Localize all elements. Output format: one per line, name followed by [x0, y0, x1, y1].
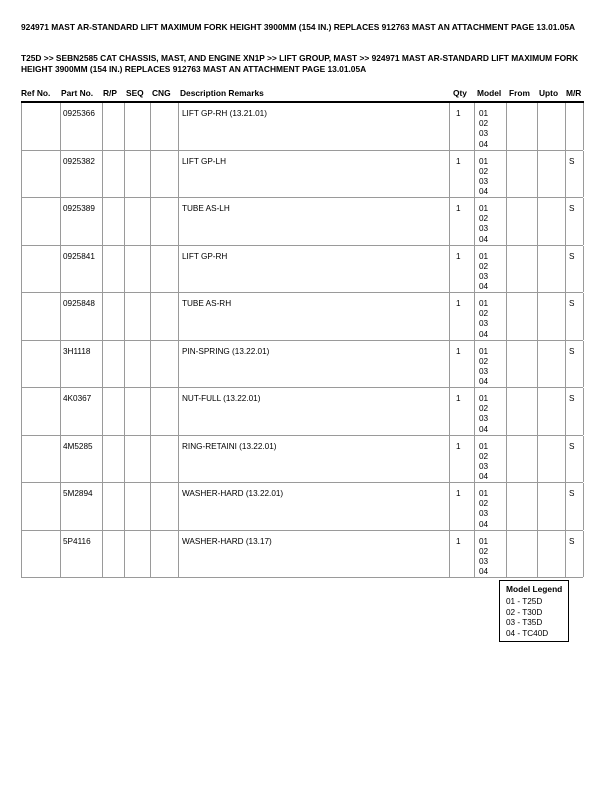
description: PIN-SPRING (13.22.01)	[182, 346, 270, 356]
column-divider	[583, 341, 584, 388]
column-divider	[565, 483, 566, 530]
model-code: 04	[479, 139, 489, 149]
column-divider	[102, 198, 103, 245]
column-divider	[102, 483, 103, 530]
part-number: 4M5285	[63, 441, 93, 451]
column-divider	[506, 151, 507, 198]
model-list	[479, 252, 488, 293]
model-code: 02	[479, 404, 489, 414]
model-code: 01	[479, 441, 489, 451]
column-divider	[565, 341, 566, 388]
mr-flag: S	[569, 346, 575, 356]
column-divider	[178, 531, 179, 578]
model-code: 03	[479, 509, 489, 519]
breadcrumb: T25D >> SEBN2585 CAT CHASSIS, MAST, AND ENGINE XN1P >> LIFT GROUP, MAST >> 924971 MAST AR-STANDARD LIFT MAXIMUM FORK HEIGHT 3900MM (154 IN.) REPLACES 912763 MAST AN ATTACHMENT PAGE 13.01.05A	[21, 53, 579, 74]
column-divider	[124, 388, 125, 435]
column-divider	[102, 388, 103, 435]
model-code: 03	[479, 224, 489, 234]
column-divider	[21, 531, 22, 578]
part-number: 5M2894	[63, 489, 93, 498]
column-divider	[565, 151, 566, 198]
column-divider	[124, 341, 125, 388]
page-title: 924971 MAST AR-STANDARD LIFT MAXIMUM FORK HEIGHT 3900MM (154 IN.) REPLACES 912763 MAST AN ATTACHMENT PAGE 13.01.05A	[21, 22, 576, 32]
description: NUT-FULL (13.22.01)	[182, 394, 261, 403]
column-divider	[474, 151, 475, 198]
column-divider	[21, 151, 22, 198]
column-divider	[124, 531, 125, 578]
model-code: 04	[479, 234, 489, 244]
column-divider	[537, 436, 538, 483]
column-divider	[537, 483, 538, 530]
column-divider	[474, 531, 475, 578]
column-divider	[583, 388, 584, 435]
column-divider	[124, 151, 125, 198]
column-divider	[474, 483, 475, 530]
model-list	[479, 157, 488, 198]
model-code: 01	[479, 489, 489, 498]
column-divider	[150, 198, 151, 245]
quantity: 1	[456, 489, 461, 498]
description: LIFT GP-RH	[182, 251, 228, 261]
part-number: 0925382	[63, 156, 95, 166]
column-divider	[21, 341, 22, 388]
column-divider	[178, 103, 179, 150]
col-description: Description Remarks	[180, 88, 264, 98]
parts-table	[21, 103, 583, 578]
column-divider	[21, 388, 22, 435]
model-code: 03	[479, 271, 489, 281]
column-divider	[124, 198, 125, 245]
model-code: 02	[479, 546, 489, 556]
table-row	[21, 531, 583, 579]
mr-flag: S	[569, 394, 575, 403]
column-divider	[178, 341, 179, 388]
description: TUBE AS-LH	[182, 204, 230, 213]
column-divider	[506, 531, 507, 578]
column-divider	[537, 103, 538, 150]
column-divider	[449, 151, 450, 198]
model-code: 01	[479, 346, 489, 356]
model-list	[479, 489, 488, 530]
model-code: 02	[479, 499, 489, 509]
column-divider	[150, 483, 151, 530]
model-code: 01	[479, 394, 489, 403]
column-divider	[449, 483, 450, 530]
model-code: 03	[479, 129, 489, 139]
column-divider	[60, 483, 61, 530]
table-row	[21, 483, 583, 531]
column-divider	[506, 483, 507, 530]
column-divider	[565, 198, 566, 245]
column-divider	[124, 103, 125, 150]
quantity: 1	[456, 394, 461, 403]
model-code: 02	[479, 166, 489, 176]
column-divider	[449, 293, 450, 340]
model-code: 03	[479, 556, 489, 566]
col-cng: CNG	[152, 88, 171, 98]
model-list	[479, 204, 488, 245]
column-divider	[583, 151, 584, 198]
part-number: 0925389	[63, 204, 95, 213]
quantity: 1	[456, 156, 461, 166]
quantity: 1	[456, 441, 461, 451]
column-divider	[178, 246, 179, 293]
legend-item: 02 - T30D	[506, 607, 543, 617]
column-divider	[506, 293, 507, 340]
table-row	[21, 436, 583, 484]
mr-flag: S	[569, 441, 575, 451]
part-number: 0925366	[63, 109, 95, 118]
col-upto: Upto	[539, 88, 559, 98]
mr-flag: S	[569, 156, 575, 166]
mr-flag: S	[569, 299, 575, 308]
column-divider	[21, 293, 22, 340]
column-divider	[583, 103, 584, 150]
quantity: 1	[456, 536, 461, 546]
part-number: 5P4116	[63, 536, 91, 546]
part-number: 0925841	[63, 251, 95, 261]
model-code: 03	[479, 176, 489, 186]
column-divider	[537, 198, 538, 245]
column-divider	[150, 103, 151, 150]
column-divider	[178, 151, 179, 198]
quantity: 1	[456, 251, 461, 261]
model-list	[479, 299, 488, 340]
table-row	[21, 341, 583, 389]
model-code: 03	[479, 366, 489, 376]
column-divider	[102, 103, 103, 150]
table-row	[21, 388, 583, 436]
column-divider	[583, 246, 584, 293]
model-list	[479, 347, 488, 388]
column-divider	[506, 341, 507, 388]
column-divider	[21, 436, 22, 483]
model-list	[479, 537, 488, 578]
column-divider	[102, 246, 103, 293]
column-divider	[537, 246, 538, 293]
column-divider	[60, 103, 61, 150]
model-code: 01	[479, 156, 489, 166]
quantity: 1	[456, 346, 461, 356]
description: TUBE AS-RH	[182, 299, 232, 308]
column-divider	[150, 388, 151, 435]
model-code: 04	[479, 282, 489, 292]
column-divider	[506, 198, 507, 245]
description: WASHER-HARD (13.17)	[182, 536, 272, 546]
table-row	[21, 293, 583, 341]
model-code: 04	[479, 519, 489, 529]
column-divider	[449, 103, 450, 150]
model-code: 01	[479, 299, 489, 308]
column-divider	[474, 103, 475, 150]
column-divider	[150, 293, 151, 340]
column-divider	[474, 198, 475, 245]
model-code: 03	[479, 319, 489, 329]
part-number: 3H1118	[63, 346, 91, 356]
column-divider	[124, 246, 125, 293]
column-divider	[178, 483, 179, 530]
model-code: 03	[479, 414, 489, 424]
col-ref-no: Ref No.	[21, 88, 51, 98]
part-number: 4K0367	[63, 394, 92, 403]
mr-flag: S	[569, 204, 575, 213]
column-divider	[60, 293, 61, 340]
model-code: 04	[479, 424, 489, 434]
column-divider	[60, 341, 61, 388]
column-divider	[565, 436, 566, 483]
column-divider	[565, 388, 566, 435]
column-divider	[60, 531, 61, 578]
column-divider	[506, 103, 507, 150]
table-row	[21, 198, 583, 246]
legend-item: 01 - T25D	[506, 597, 543, 606]
model-code: 01	[479, 251, 489, 261]
model-code: 01	[479, 536, 489, 546]
column-divider	[102, 341, 103, 388]
quantity: 1	[456, 299, 461, 308]
column-divider	[537, 388, 538, 435]
column-divider	[583, 436, 584, 483]
model-code: 02	[479, 261, 489, 271]
column-divider	[449, 531, 450, 578]
col-model: Model	[477, 88, 502, 98]
mr-flag: S	[569, 251, 575, 261]
column-divider	[150, 436, 151, 483]
column-divider	[150, 341, 151, 388]
description: RING-RETAINI (13.22.01)	[182, 441, 277, 451]
column-divider	[449, 436, 450, 483]
table-header	[21, 87, 584, 103]
mr-flag: S	[569, 489, 575, 498]
column-divider	[474, 436, 475, 483]
column-divider	[565, 103, 566, 150]
model-code: 04	[479, 329, 489, 339]
model-list	[479, 442, 488, 483]
model-list	[479, 394, 488, 435]
column-divider	[60, 436, 61, 483]
description: LIFT GP-LH	[182, 156, 226, 166]
column-divider	[537, 151, 538, 198]
mr-flag: S	[569, 536, 575, 546]
column-divider	[583, 198, 584, 245]
column-divider	[21, 198, 22, 245]
model-code: 04	[479, 377, 489, 387]
column-divider	[60, 388, 61, 435]
column-divider	[565, 293, 566, 340]
column-divider	[102, 436, 103, 483]
col-from: From	[509, 88, 530, 98]
column-divider	[60, 246, 61, 293]
column-divider	[178, 198, 179, 245]
column-divider	[178, 293, 179, 340]
column-divider	[150, 246, 151, 293]
column-divider	[583, 293, 584, 340]
column-divider	[474, 246, 475, 293]
legend-item: 04 - TC40D	[506, 628, 549, 638]
column-divider	[474, 388, 475, 435]
column-divider	[449, 388, 450, 435]
table-row	[21, 103, 583, 151]
col-qty: Qty	[453, 88, 467, 98]
quantity: 1	[456, 204, 461, 213]
model-legend	[499, 580, 569, 642]
table-row	[21, 246, 583, 294]
legend-title: Model Legend	[506, 584, 563, 594]
column-divider	[150, 531, 151, 578]
part-number: 0925848	[63, 299, 95, 308]
col-part-no: Part No.	[61, 88, 94, 98]
model-code: 04	[479, 187, 489, 197]
model-code: 04	[479, 567, 489, 577]
column-divider	[124, 293, 125, 340]
column-divider	[178, 436, 179, 483]
model-list	[479, 109, 488, 150]
column-divider	[60, 198, 61, 245]
column-divider	[474, 293, 475, 340]
col-mr: M/R	[566, 88, 582, 98]
table-row	[21, 151, 583, 199]
column-divider	[565, 246, 566, 293]
quantity: 1	[456, 109, 461, 118]
column-divider	[537, 293, 538, 340]
column-divider	[537, 341, 538, 388]
column-divider	[449, 341, 450, 388]
col-seq: SEQ	[126, 88, 144, 98]
column-divider	[506, 246, 507, 293]
description: LIFT GP-RH (13.21.01)	[182, 109, 267, 118]
column-divider	[21, 103, 22, 150]
column-divider	[506, 436, 507, 483]
model-code: 01	[479, 109, 489, 118]
model-code: 02	[479, 214, 489, 224]
legend-item: 03 - T35D	[506, 618, 543, 627]
column-divider	[506, 388, 507, 435]
model-code: 02	[479, 451, 489, 461]
column-divider	[474, 341, 475, 388]
column-divider	[583, 483, 584, 530]
column-divider	[124, 436, 125, 483]
column-divider	[102, 151, 103, 198]
column-divider	[583, 531, 584, 578]
column-divider	[150, 151, 151, 198]
description: WASHER-HARD (13.22.01)	[182, 489, 284, 498]
column-divider	[124, 483, 125, 530]
model-code: 02	[479, 119, 489, 129]
model-code: 02	[479, 356, 489, 366]
column-divider	[449, 246, 450, 293]
column-divider	[565, 531, 566, 578]
column-divider	[178, 388, 179, 435]
column-divider	[537, 531, 538, 578]
model-code: 02	[479, 309, 489, 319]
model-code: 01	[479, 204, 489, 213]
column-divider	[102, 531, 103, 578]
column-divider	[21, 483, 22, 530]
column-divider	[21, 246, 22, 293]
col-rp: R/P	[103, 88, 117, 98]
model-code: 04	[479, 472, 489, 482]
column-divider	[102, 293, 103, 340]
model-code: 03	[479, 461, 489, 471]
column-divider	[449, 198, 450, 245]
column-divider	[60, 151, 61, 198]
